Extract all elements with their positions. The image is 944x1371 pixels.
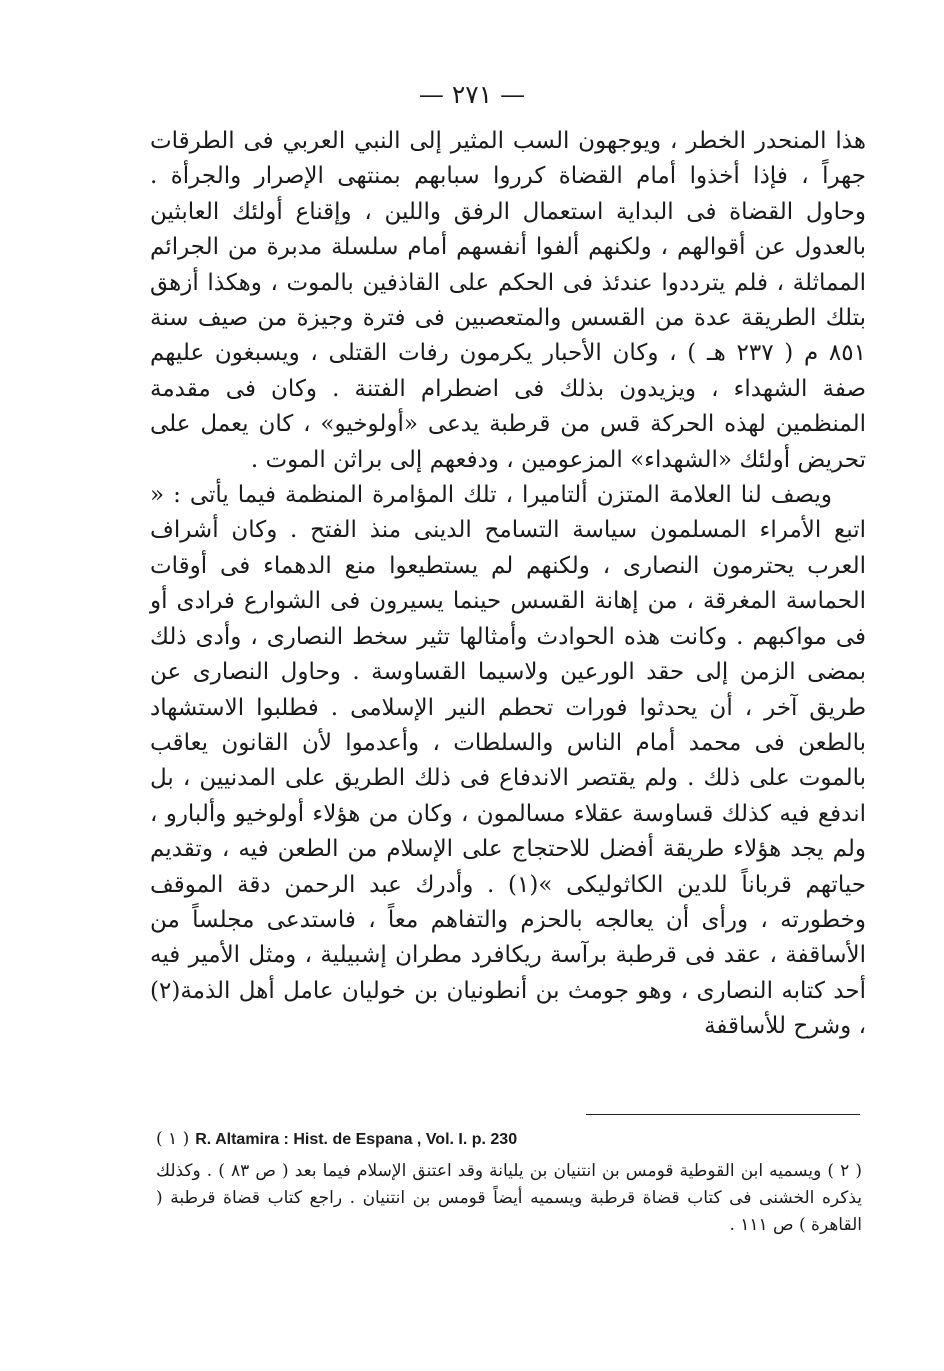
paragraph-2: ويصف لنا العلامة المتزن ألتاميرا ، تلك المؤامرة المنظمة فيما يأتى : « اتبع الأمراء المسلمون سياسة التسامح الدينى منذ الفتح . وكان أشراف العرب يحترمون النصارى ، ولكنهم لم يستطيعوا منع الدهماء فى أوقات الحماسة المغرقة ، من إهانة القسس حينما يسيرون فى الشوارع فرادى أو فى مواكبهم . وكانت هذه الحوادث وأمثالها تثير سخط النصارى ، وأدى ذلك بمضى الزمن إلى حقد الورعين ولاسيما القساوسة . وحاول النصارى عن طريق آخر ، أن يحدثوا فورات تحطم النير الإسلامى . فطلبوا الاستشهاد بالطعن فى محمد أمام الناس والسلطات ، وأعدموا لأن القانون يعاقب بالموت على ذلك . ولم يقتصر الاندفاع فى ذلك الطريق على المدنيين ، بل اندفع فيه كذلك قساوسة عقلاء مسالمون ، وكان من هؤلاء أولوخيو وألبارو ، ولم يجد هؤلاء طريقة أفضل للاحتجاج على الإسلام من الطعن فيه ، وتقديم حياتهم قرباناً للدين الكاثوليكى »(١) . وأدرك عبد الرحمن دقة الموقف وخطورته ، ورأى أن يعالجه بالحزم والتفاهم معاً ، فاستدعى مجلساً من الأساقفة ، عقد فى قرطبة برآسة ريكافرد مطران إشبيلية ، ومثل الأمير فيه أحد كتابه النصارى ، وهو جومث بن أنطونيان بن خوليان عامل أهل الذمة(٢) ، وشرح للأساقفة — [150, 482, 866, 1040]
footnote-1-number: ( ١ ) — [156, 1129, 190, 1149]
paragraph-1: هذا المنحدر الخطر ، ويوجهون السب المثير إلى النبي العربي فى الطرقات جهراً ، فإذا أخذوا أمام القضاة كرروا سبابهم بمنتهى الإصرار والجرأة . وحاول القضاة فى البداية استعمال الرفق واللين ، وإقناع أولئك العابثين بالعدول عن أقوالهم ، ولكنهم ألفوا أنفسهم أمام سلسلة مدبرة من الجرائم المماثلة ، فلم يترددوا عندئذ فى الحكم على القاذفين بالموت ، وهكذا أزهق بتلك الطريقة عدة من القسس والمتعصبين فى فترة وجيزة من صيف سنة ٨٥١ م ( ٢٣٧ هـ ) ، وكان الأحبار يكرمون رفات القتلى ، ويسبغون عليهم صفة الشهداء ، ويزيدون بذلك فى اضطرام الفتنة . وكان فى مقدمة المنظمين لهذه الحركة قس من قرطبة يدعى «أولوخيو» ، كان يعمل على تحريض أولئك «الشهداء» المزعومين ، ودفعهم إلى براثن الموت . — [150, 128, 866, 473]
footnotes — [156, 1126, 862, 1244]
main-text — [150, 124, 866, 1045]
footnote-2: ( ٢ ) ويسميه ابن القوطية قومس بن انتنيان بن يليانة وقد اعتنق الإسلام فيما بعد ( ص ٨٣ ) . وكذلك يذكره الخشنى فى كتاب قضاة قرطبة ويسميه أيضاً قومس بن انتنيان . راجع كتاب قضاة قرطبة ( القاهرة ) ص ١١١ . — [156, 1161, 862, 1235]
footnote-1-citation: R. Altamira : Hist. de Espana , Vol. I. p. 230 — [195, 1131, 518, 1148]
footnote-1 — [156, 1126, 862, 1153]
page-number: — ٢٧١ — — [418, 80, 526, 109]
footnote-divider — [586, 1114, 860, 1115]
